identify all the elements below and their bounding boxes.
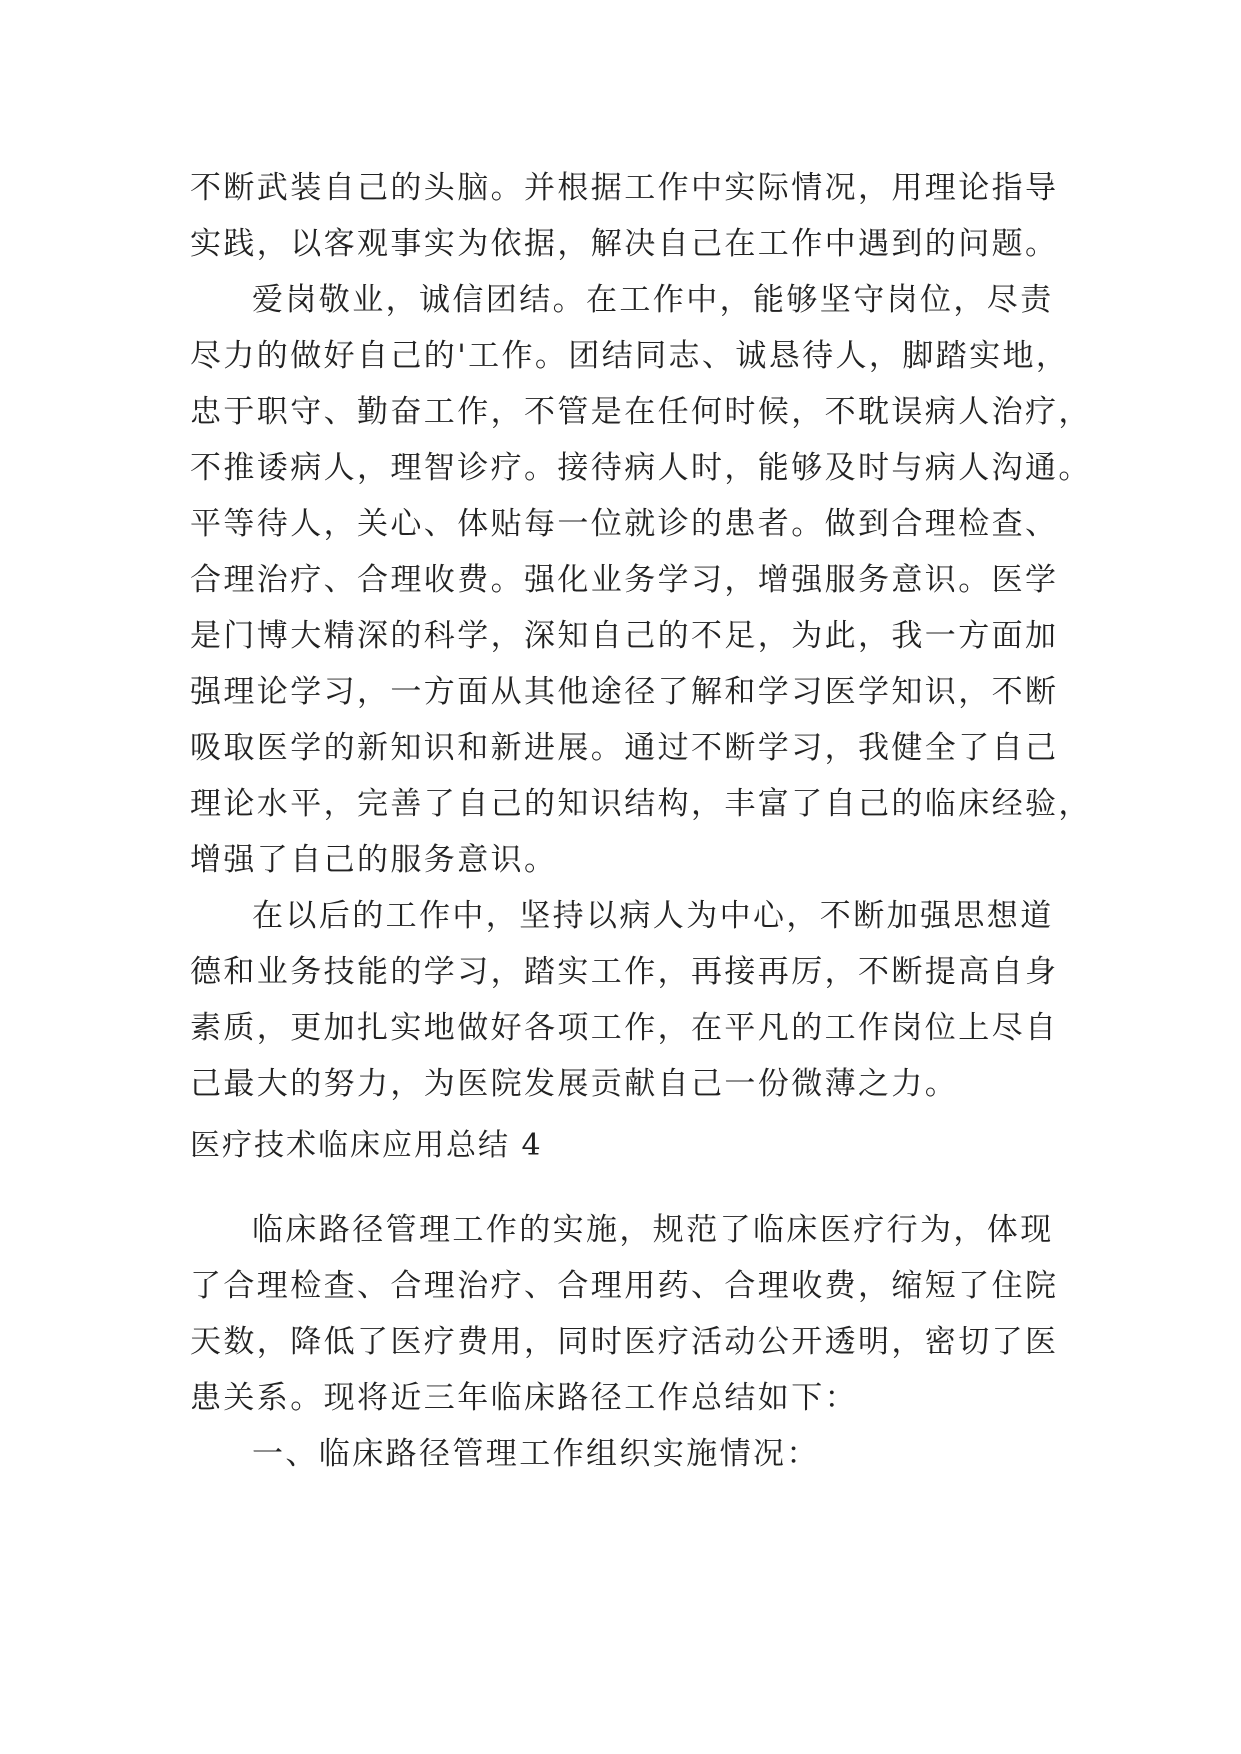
text-line: 患关系。现将近三年临床路径工作总结如下： (190, 1380, 858, 1416)
text-line: 合理治疗、合理收费。强化业务学习，增强服务意识。医学 (190, 562, 1059, 598)
text-line: 是门博大精深的科学，深知自己的不足，为此，我一方面加 (190, 618, 1059, 654)
text-line: 增强了自己的服务意识。 (190, 842, 558, 878)
text-line: 吸取医学的新知识和新进展。通过不断学习，我健全了自己 (190, 730, 1059, 766)
text-line: 尽力的做好自己的'工作。团结同志、诚恳待人，脚踏实地， (190, 338, 1070, 374)
text-line: 了合理检查、合理治疗、合理用药、合理收费，缩短了住院 (190, 1268, 1059, 1304)
text-line: 己最大的努力，为医院发展贡献自己一份微薄之力。 (190, 1066, 959, 1102)
text-line: 理论水平，完善了自己的知识结构，丰富了自己的临床经验， (190, 786, 1092, 822)
text-line: 素质，更加扎实地做好各项工作，在平凡的工作岗位上尽自 (190, 1010, 1059, 1046)
text-line: 德和业务技能的学习，踏实工作，再接再厉，不断提高自身 (190, 954, 1059, 990)
text-line: 强理论学习，一方面从其他途径了解和学习医学知识，不断 (190, 674, 1059, 710)
paragraph-start-line: 爱岗敬业，诚信团结。在工作中，能够坚守岗位，尽责 (252, 282, 1054, 318)
paragraph-start-line: 一、临床路径管理工作组织实施情况： (252, 1436, 820, 1472)
section-heading: 医疗技术临床应用总结 4 (190, 1128, 543, 1163)
text-line: 平等待人，关心、体贴每一位就诊的患者。做到合理检查、 (190, 506, 1059, 542)
text-line: 实践，以客观事实为依据，解决自己在工作中遇到的问题。 (190, 226, 1059, 262)
text-line: 天数，降低了医疗费用，同时医疗活动公开透明，密切了医 (190, 1324, 1059, 1360)
text-line: 忠于职守、勤奋工作，不管是在任何时候，不耽误病人治疗， (190, 394, 1092, 430)
text-line: 不断武装自己的头脑。并根据工作中实际情况，用理论指导 (190, 170, 1059, 206)
text-line: 不推诿病人，理智诊疗。接待病人时，能够及时与病人沟通。 (190, 450, 1092, 486)
body-section-2 (190, 1202, 1070, 1482)
paragraph-start-line: 在以后的工作中，坚持以病人为中心，不断加强思想道 (252, 898, 1054, 934)
paragraph-start-line: 临床路径管理工作的实施，规范了临床医疗行为，体现 (252, 1212, 1054, 1248)
body-section-1 (190, 160, 1092, 1112)
